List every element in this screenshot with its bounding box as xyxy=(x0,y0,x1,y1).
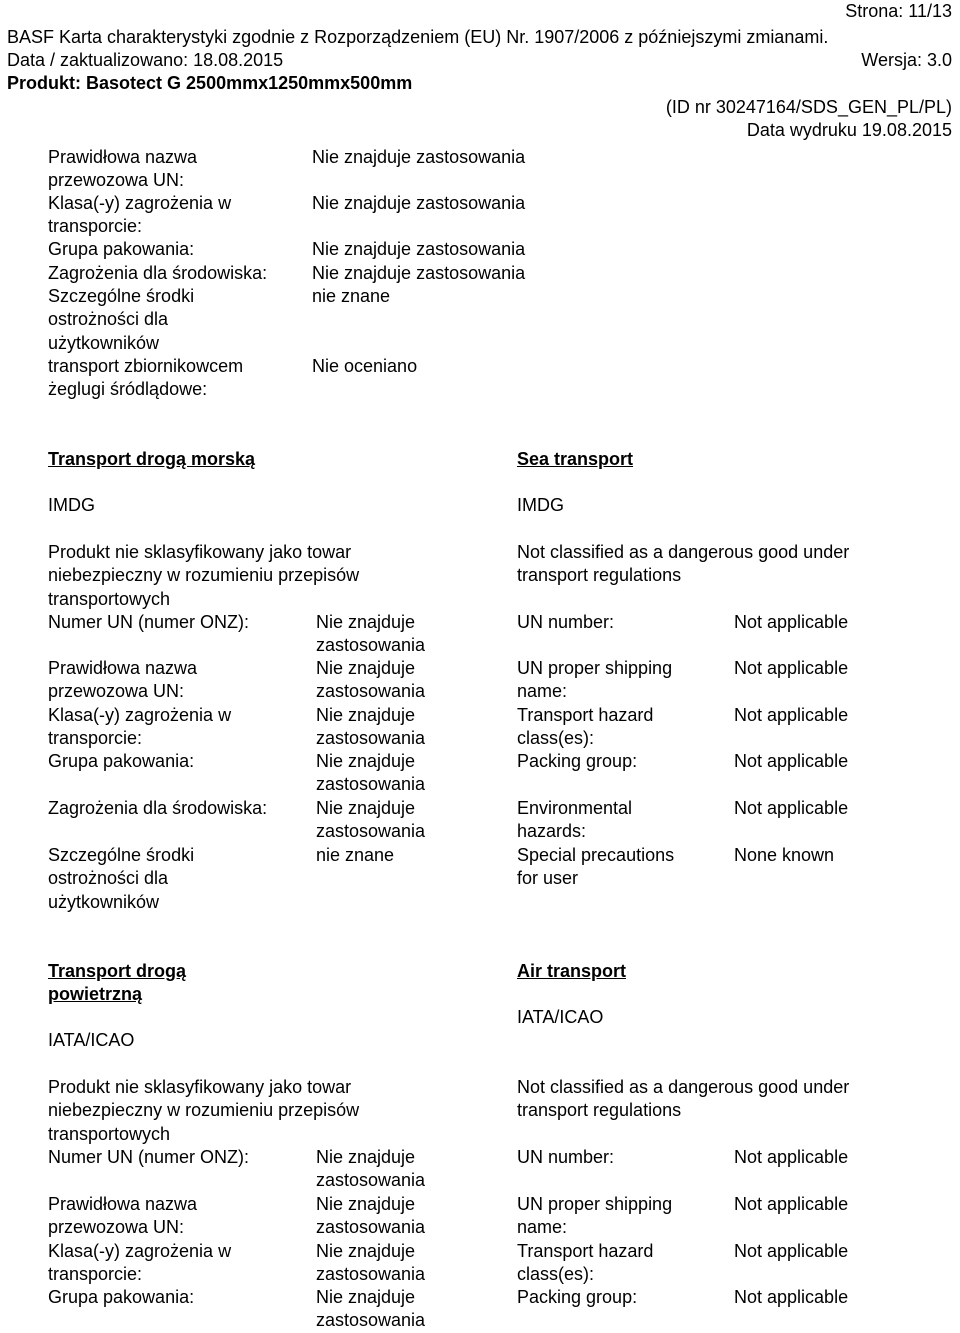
air-pl-label-hazard-class: Klasa(-y) zagrożenia w transporcie: xyxy=(48,1241,232,1285)
air-pl-value-packing-group: Nie znajduje zastosowania xyxy=(316,1287,426,1331)
air-en-value-hazard-class: Not applicable xyxy=(734,1241,849,1261)
sea-note-pl: Produkt nie sklasyfikowany jako towar niebezpieczny w rozumieniu przepisów transportowych xyxy=(48,542,360,609)
sea-en-label-hazard-class: Transport hazard class(es): xyxy=(517,705,654,749)
air-note-en: Not classified as a dangerous good under transport regulations xyxy=(517,1077,850,1121)
inland-value-precautions: nie znane xyxy=(312,286,391,306)
sea-code-en: IMDG xyxy=(517,495,564,515)
sea-pl-label-un-number: Numer UN (numer ONZ): xyxy=(48,612,250,632)
sea-pl-label-hazard-class: Klasa(-y) zagrożenia w transporcie: xyxy=(48,705,232,749)
document-title: BASF Karta charakterystyki zgodnie z Rozporządzeniem (EU) Nr. 1907/2006 z późniejszymi zmianami. xyxy=(7,27,829,47)
sea-en-value-un-number: Not applicable xyxy=(734,612,849,632)
sea-en-label-un-number: UN number: xyxy=(517,612,615,632)
air-pl-value-proper-name: Nie znajduje zastosowania xyxy=(316,1194,426,1238)
air-en-label-packing-group: Packing group: xyxy=(517,1287,638,1307)
air-en-label-proper-name: UN proper shipping name: xyxy=(517,1194,673,1238)
sea-note-en: Not classified as a dangerous good under transport regulations xyxy=(517,542,850,586)
sea-pl-value-packing-group: Nie znajduje zastosowania xyxy=(316,751,426,795)
inland-label-precautions: Szczególne środki ostrożności dla użytkowników xyxy=(48,286,195,353)
sea-pl-value-precautions: nie znane xyxy=(316,845,395,865)
sea-pl-value-env-hazards: Nie znajduje zastosowania xyxy=(316,798,426,842)
inland-label-tanker: transport zbiornikowcem żeglugi śródlądowe: xyxy=(48,356,244,400)
inland-value-hazard-class: Nie znajduje zastosowania xyxy=(312,193,526,213)
sea-code-pl: IMDG xyxy=(48,495,95,515)
air-en-label-un-number: UN number: xyxy=(517,1147,615,1167)
product-line xyxy=(7,72,412,95)
inland-value-tanker: Nie oceniano xyxy=(312,356,418,376)
sea-pl-label-env-hazards: Zagrożenia dla środowiska: xyxy=(48,798,268,818)
sea-en-value-proper-name: Not applicable xyxy=(734,658,849,678)
inland-label-proper-name: Prawidłowa nazwa przewozowa UN: xyxy=(48,147,198,191)
version: Wersja: 3.0 xyxy=(861,50,952,70)
inland-value-proper-name: Nie znajduje zastosowania xyxy=(312,147,526,167)
sea-pl-label-precautions: Szczególne środki ostrożności dla użytkowników xyxy=(48,845,195,912)
sea-en-label-proper-name: UN proper shipping name: xyxy=(517,658,673,702)
document-id: (ID nr 30247164/SDS_GEN_PL/PL) xyxy=(665,97,952,117)
sea-pl-value-proper-name: Nie znajduje zastosowania xyxy=(316,658,426,702)
air-heading-pl: Transport drogą powietrzną xyxy=(48,961,187,1005)
sea-en-label-precautions: Special precautions for user xyxy=(517,845,675,889)
air-pl-label-un-number: Numer UN (numer ONZ): xyxy=(48,1147,250,1167)
sea-heading-en: Sea transport xyxy=(517,449,634,469)
air-pl-value-hazard-class: Nie znajduje zastosowania xyxy=(316,1241,426,1285)
inland-label-hazard-class: Klasa(-y) zagrożenia w transporcie: xyxy=(48,193,232,237)
sea-en-value-precautions: None known xyxy=(734,845,835,865)
air-en-label-hazard-class: Transport hazard class(es): xyxy=(517,1241,654,1285)
sea-pl-value-un-number: Nie znajduje zastosowania xyxy=(316,612,426,656)
sea-pl-label-packing-group: Grupa pakowania: xyxy=(48,751,195,771)
air-pl-label-packing-group: Grupa pakowania: xyxy=(48,1287,195,1307)
print-date: Data wydruku 19.08.2015 xyxy=(746,120,952,140)
product-name: Basotect G 2500mmx1250mmx500mm xyxy=(86,73,413,93)
inland-value-packing-group: Nie znajduje zastosowania xyxy=(312,239,526,259)
revision-date: Data / zaktualizowano: 18.08.2015 xyxy=(7,50,284,70)
air-en-value-proper-name: Not applicable xyxy=(734,1194,849,1214)
sea-pl-value-hazard-class: Nie znajduje zastosowania xyxy=(316,705,426,749)
inland-value-env-hazards: Nie znajduje zastosowania xyxy=(312,263,526,283)
sea-en-value-packing-group: Not applicable xyxy=(734,751,849,771)
air-en-value-packing-group: Not applicable xyxy=(734,1287,849,1307)
sea-heading-pl: Transport drogą morską xyxy=(48,449,256,469)
sea-en-value-hazard-class: Not applicable xyxy=(734,705,849,725)
page-number: Strona: 11/13 xyxy=(845,1,952,21)
sea-en-label-packing-group: Packing group: xyxy=(517,751,638,771)
air-code-pl: IATA/ICAO xyxy=(48,1030,135,1050)
air-heading-en: Air transport xyxy=(517,961,627,981)
sea-en-value-env-hazards: Not applicable xyxy=(734,798,849,818)
air-code-en: IATA/ICAO xyxy=(517,1007,604,1027)
sea-pl-label-proper-name: Prawidłowa nazwa przewozowa UN: xyxy=(48,658,198,702)
product-label: Produkt: xyxy=(7,73,81,93)
air-note-pl: Produkt nie sklasyfikowany jako towar niebezpieczny w rozumieniu przepisów transportowych xyxy=(48,1077,360,1144)
air-pl-value-un-number: Nie znajduje zastosowania xyxy=(316,1147,426,1191)
air-pl-label-proper-name: Prawidłowa nazwa przewozowa UN: xyxy=(48,1194,198,1238)
air-en-value-un-number: Not applicable xyxy=(734,1147,849,1167)
inland-label-env-hazards: Zagrożenia dla środowiska: xyxy=(48,263,268,283)
inland-label-packing-group: Grupa pakowania: xyxy=(48,239,195,259)
sea-en-label-env-hazards: Environmental hazards: xyxy=(517,798,633,842)
